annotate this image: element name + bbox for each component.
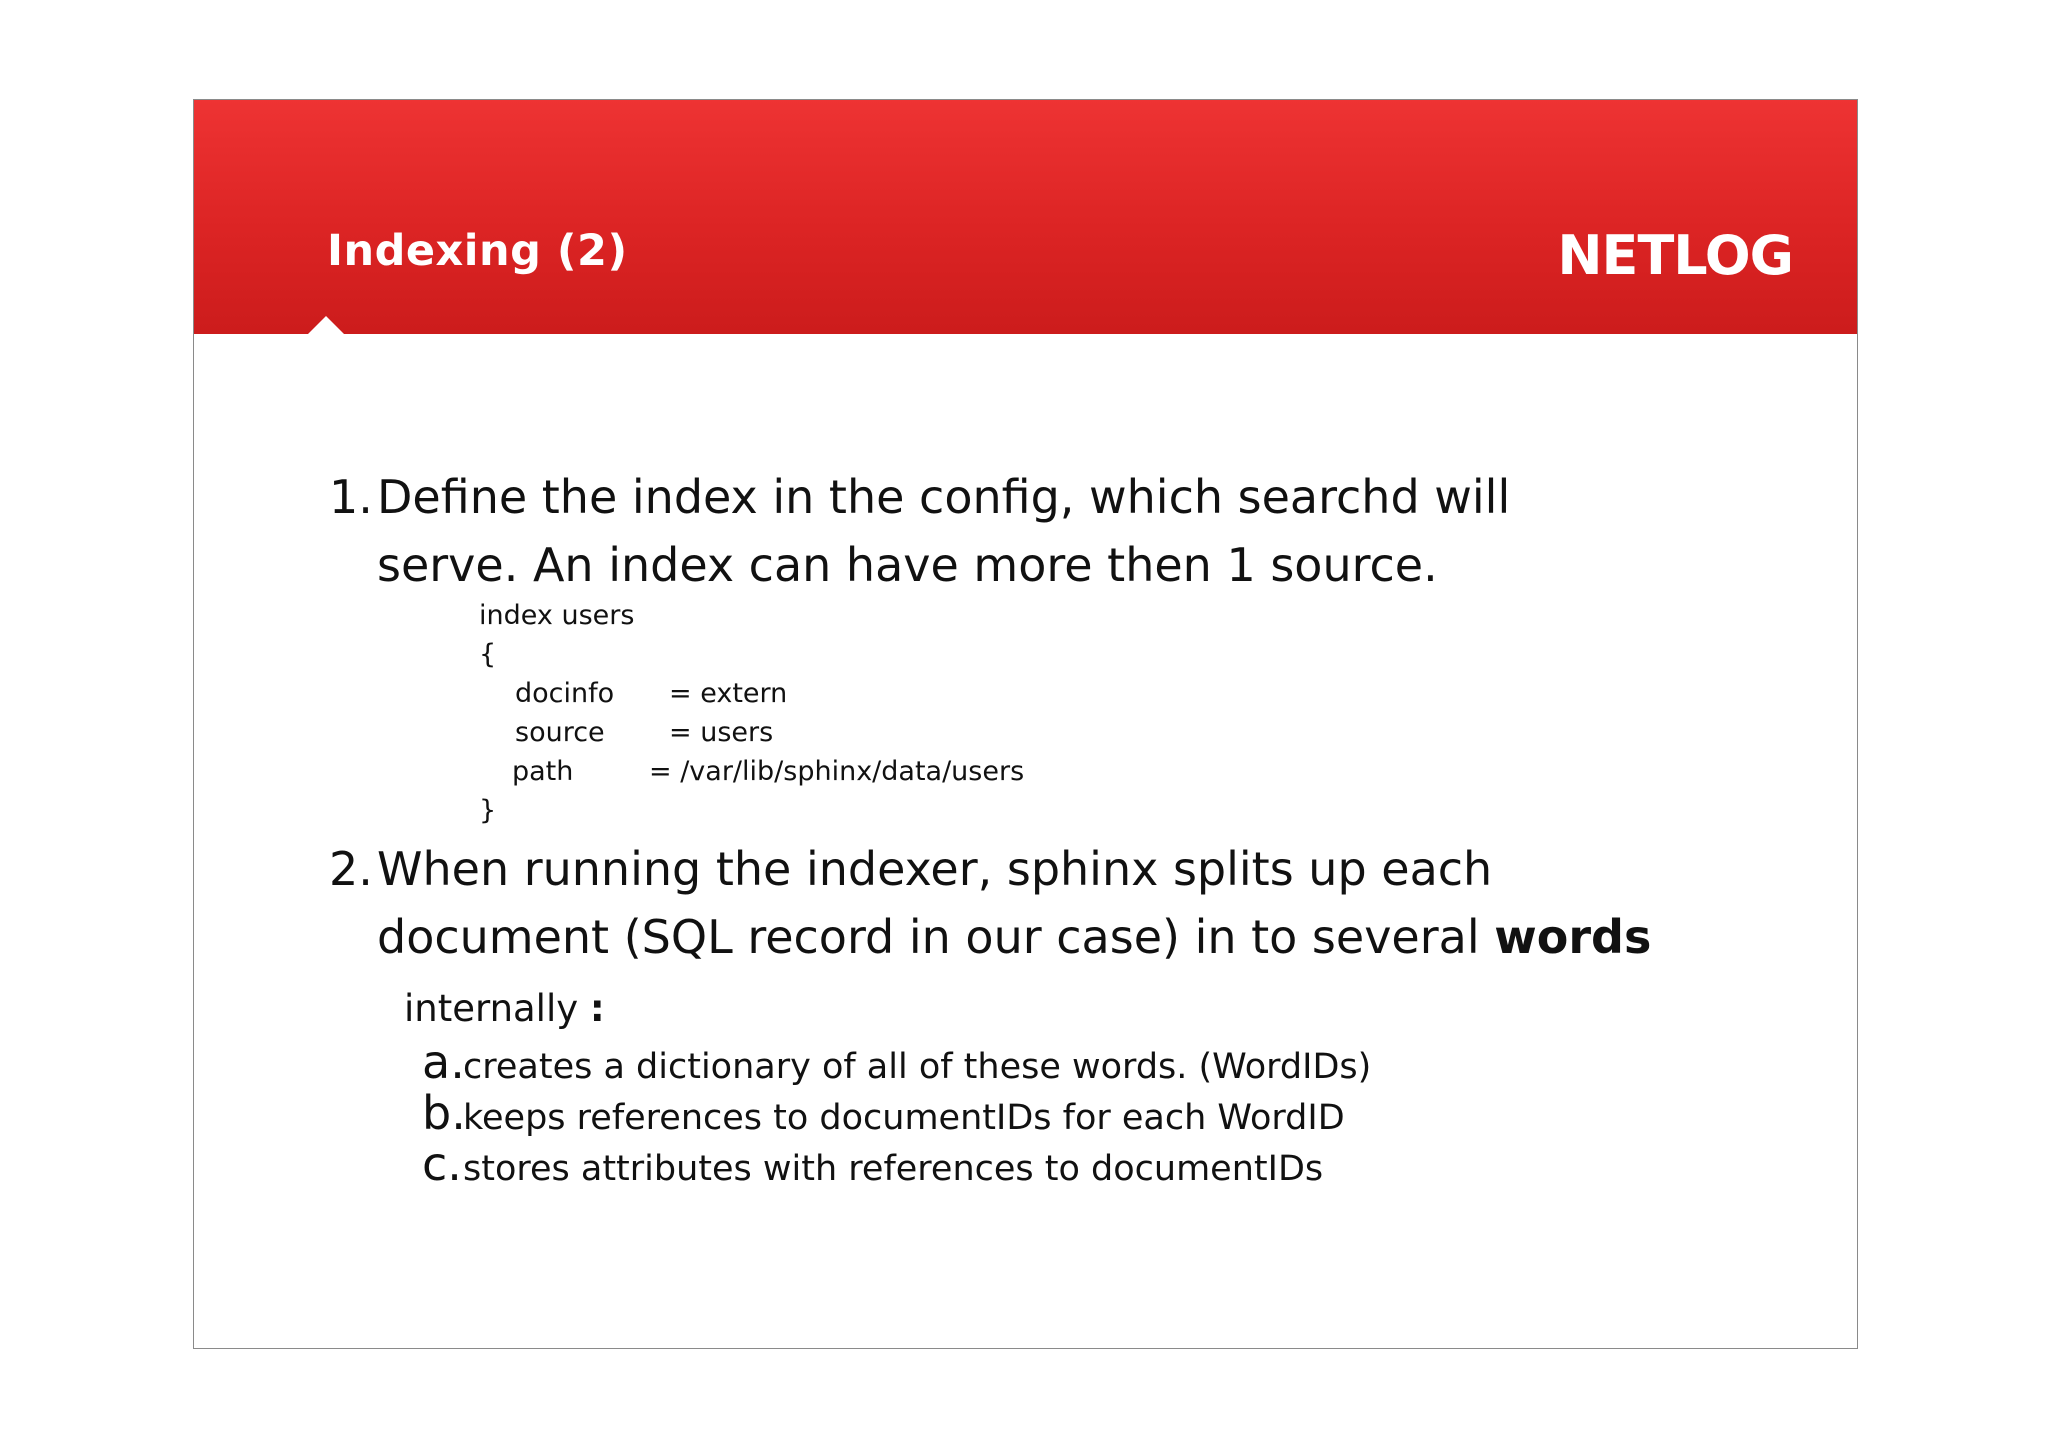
list-item-1 — [329, 463, 1769, 599]
sub-item-c — [422, 1139, 1323, 1194]
list-item-2 — [329, 835, 1769, 971]
list-text-line1: When running the indexer, sphinx splits up each — [377, 842, 1493, 896]
slide-header — [194, 100, 1857, 334]
internally-colon: : — [589, 987, 605, 1030]
netlog-logo: NETLOG — [1557, 224, 1793, 287]
code-value: = users — [669, 717, 774, 748]
list-number: 1. — [329, 470, 373, 524]
sub-letter: c. — [422, 1137, 462, 1191]
code-key: source — [515, 717, 605, 748]
sub-text: keeps references to documentIDs for each WordID — [463, 1098, 1345, 1138]
code-close-brace: } — [479, 795, 497, 826]
sub-text: creates a dictionary of all of these words. (WordIDs) — [463, 1047, 1372, 1087]
sub-letter: a. — [422, 1035, 465, 1089]
sub-text: stores attributes with references to documentIDs — [463, 1149, 1324, 1189]
code-value: = extern — [669, 678, 788, 709]
internally-label — [404, 984, 605, 1034]
list-number: 2. — [329, 842, 373, 896]
sub-item-b — [422, 1088, 1345, 1143]
slide — [193, 99, 1858, 1349]
code-key: docinfo — [515, 678, 615, 709]
list-text-line2 — [329, 903, 1769, 971]
code-header: index users — [479, 600, 635, 631]
list-text-line1: Define the index in the config, which searchd will — [377, 470, 1511, 524]
sub-item-a — [422, 1037, 1371, 1092]
list-text-line2: serve. An index can have more then 1 source. — [377, 538, 1438, 592]
list-text-prefix: document (SQL record in our case) in to several — [377, 910, 1495, 964]
sub-letter: b. — [422, 1086, 466, 1140]
code-key: path — [512, 756, 574, 787]
list-text-bold: words — [1494, 910, 1652, 964]
internally-text: internally — [404, 987, 590, 1030]
slide-title: Indexing (2) — [327, 226, 628, 276]
header-notch — [307, 316, 345, 335]
code-open-brace: { — [479, 639, 497, 670]
code-value: = /var/lib/sphinx/data/users — [649, 756, 1025, 787]
